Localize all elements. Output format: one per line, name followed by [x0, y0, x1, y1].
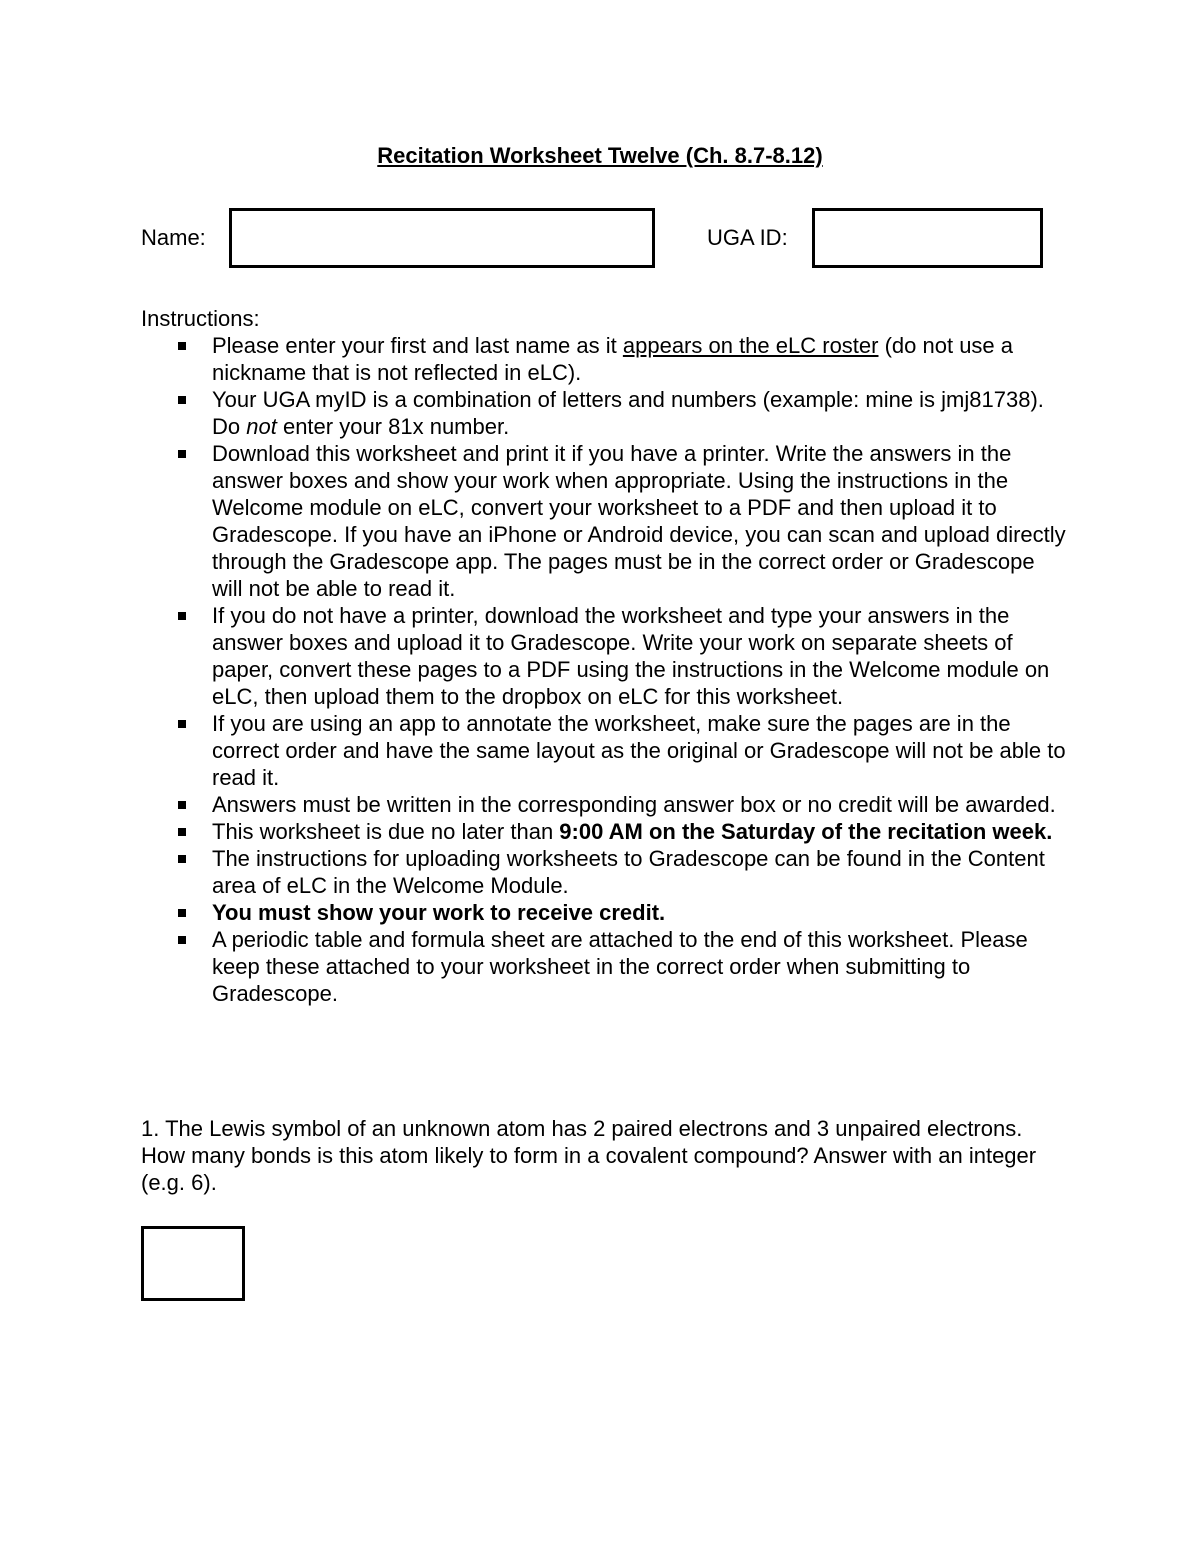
instruction-item: This worksheet is due no later than 9:00 AM on the Saturday of the recitation week.: [141, 818, 1071, 845]
bullet-icon: [178, 396, 186, 404]
instruction-item: The instructions for uploading worksheets to Gradescope can be found in the Content area of eLC in the Welcome Module.: [141, 845, 1071, 899]
bullet-icon: [178, 828, 186, 836]
instruction-item: If you are using an app to annotate the worksheet, make sure the pages are in the correct order and have the same layout as the original or Gradescope will not be able to read it.: [141, 710, 1071, 791]
uga-id-field[interactable]: [812, 208, 1043, 268]
instructions-list: [141, 332, 1071, 1007]
uga-id-label: UGA ID:: [707, 225, 788, 250]
question-1-text: 1. The Lewis symbol of an unknown atom has 2 paired electrons and 3 unpaired electrons. How many bonds is this atom likely to form in a covalent compound? Answer with an integer (e.g. 6).: [141, 1116, 1037, 1195]
bullet-icon: [178, 855, 186, 863]
instructions-heading: Instructions:: [141, 306, 260, 331]
instruction-item: Please enter your first and last name as it appears on the eLC roster (do not use a nickname that is not reflected in eLC).: [141, 332, 1071, 386]
bullet-icon: [178, 342, 186, 350]
name-label: Name:: [141, 225, 206, 250]
instruction-item: Download this worksheet and print it if you have a printer. Write the answers in the answer boxes and show your work when appropriate. Using the instructions in the Welcome module on eLC, convert your worksheet to a PDF and then upload it to Gradescope. If you have an iPhone or Android device, you can scan and upload directly through the Gradescope app. The pages must be in the correct order or Gradescope will not be able to read it.: [141, 440, 1071, 602]
bullet-icon: [178, 450, 186, 458]
instruction-item: A periodic table and formula sheet are attached to the end of this worksheet. Please keep these attached to your worksheet in the correct order when submitting to Gradescope.: [141, 926, 1071, 1007]
page-title: Recitation Worksheet Twelve (Ch. 8.7-8.12): [377, 143, 823, 168]
bullet-icon: [178, 909, 186, 917]
bullet-icon: [178, 801, 186, 809]
instruction-item: Answers must be written in the corresponding answer box or no credit will be awarded.: [141, 791, 1071, 818]
instruction-item: Your UGA myID is a combination of letters and numbers (example: mine is jmj81738). Do not enter your 81x number.: [141, 386, 1071, 440]
question-1-answer-box[interactable]: [141, 1226, 245, 1301]
name-field[interactable]: [229, 208, 655, 268]
bullet-icon: [178, 936, 186, 944]
bullet-icon: [178, 720, 186, 728]
instruction-item: You must show your work to receive credit.: [141, 899, 1071, 926]
bullet-icon: [178, 612, 186, 620]
instruction-item: If you do not have a printer, download the worksheet and type your answers in the answer boxes and upload it to Gradescope. Write your work on separate sheets of paper, convert these pages to a PDF using the instructions in the Welcome module on eLC, then upload them to the dropbox on eLC for this worksheet.: [141, 602, 1071, 710]
